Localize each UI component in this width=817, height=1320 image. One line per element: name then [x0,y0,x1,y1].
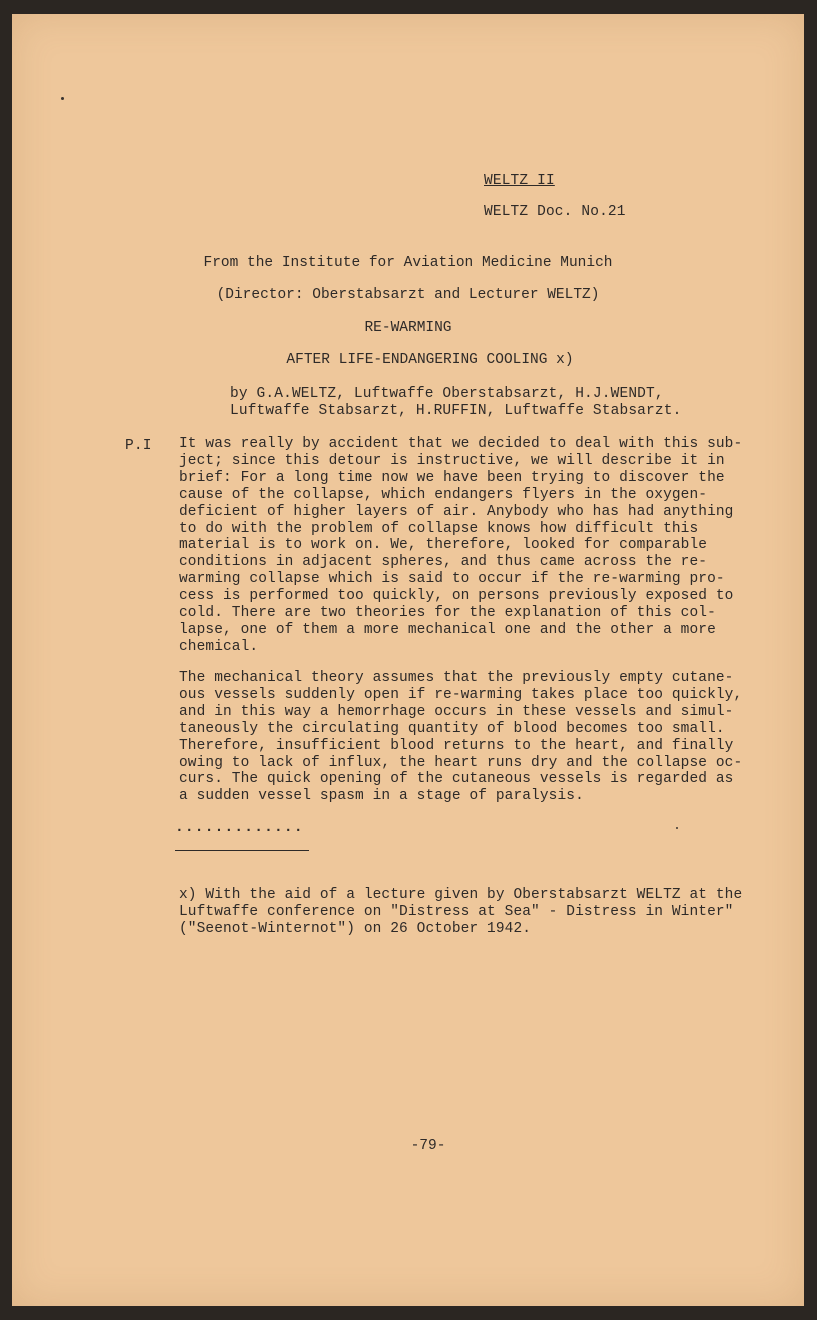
ink-speck [676,827,678,829]
paragraph-line: lapse, one of them a more mechanical one and the other a more [179,621,716,638]
paragraph-line: curs. The quick opening of the cutaneous vessels is regarded as [179,771,734,788]
paragraph-line: a sudden vessel spasm in a stage of paralysis. [179,788,584,805]
paragraph-line: cause of the collapse, which endangers flyers in the oxygen- [179,486,708,503]
ink-speck [61,97,64,100]
authors-line-2: Luftwaffe Stabsarzt, H.RUFFIN, Luftwaffe Stabsarzt. [230,403,682,419]
doc-number: WELTZ Doc. No.21 [484,204,626,220]
paragraph-line: conditions in adjacent spheres, and thus came across the re- [179,554,708,571]
authors-line-1: by G.A.WELTZ, Luftwaffe Oberstabsarzt, H.J.WENDT, [230,386,664,402]
paragraph-line: ous vessels suddenly open if re-warming takes place too quickly, [179,686,743,703]
document-page [12,14,804,1306]
paragraph-line: and in this way a hemorrhage occurs in these vessels and simul- [179,703,734,720]
footnote-line: x) With the aid of a lecture given by Oberstabsarzt WELTZ at the [179,887,743,903]
paragraph-line: material is to work on. We, therefore, looked for comparable [179,537,708,554]
paragraph-line: taneously the circulating quantity of blood becomes too small. [179,720,725,737]
paragraph-line: The mechanical theory assumes that the previously empty cutane- [179,670,734,686]
footnote-line: Luftwaffe conference on "Distress at Sea" - Distress in Winter" [179,903,734,920]
paragraph-line: ject; since this detour is instructive, we will describe it in [179,452,725,469]
paragraph-line: brief: For a long time now we have been trying to discover the [179,469,725,486]
paragraph-line: owing to lack of influx, the heart runs dry and the collapse oc- [179,754,743,771]
paragraph-line: to do with the problem of collapse knows how difficult this [179,520,699,537]
paragraph-line: Therefore, insufficient blood returns to the heart, and finally [179,737,734,754]
paragraph-line: deficient of higher layers of air. Anybody who has had anything [179,503,734,520]
paragraph-2 [179,670,743,805]
doc-series-heading: WELTZ II [484,173,555,189]
title-line-1: RE-WARMING [364,320,452,336]
paragraph-line: cess is performed too quickly, on persons previously exposed to [179,588,734,605]
ellipsis-separator: ............. [175,820,304,836]
paragraph-1 [179,436,743,656]
margin-note: P.I [125,438,152,454]
footnote [179,887,743,938]
footnote-line: ("Seenot-Winternot") on 26 October 1942. [179,920,532,937]
page-number: -79- [410,1138,446,1154]
paragraph-line: warming collapse which is said to occur if the re-warming pro- [179,571,725,588]
director-line: (Director: Oberstabsarzt and Lecturer WELTZ) [216,287,600,303]
paragraph-line: chemical. [179,638,259,655]
footnote-rule [175,850,309,851]
paragraph-line: It was really by accident that we decided to deal with this sub- [179,436,743,452]
paragraph-line: cold. There are two theories for the explanation of this col- [179,605,716,622]
institute-line: From the Institute for Aviation Medicine Munich [203,255,613,271]
title-line-2: AFTER LIFE-ENDANGERING COOLING x) [286,352,574,368]
